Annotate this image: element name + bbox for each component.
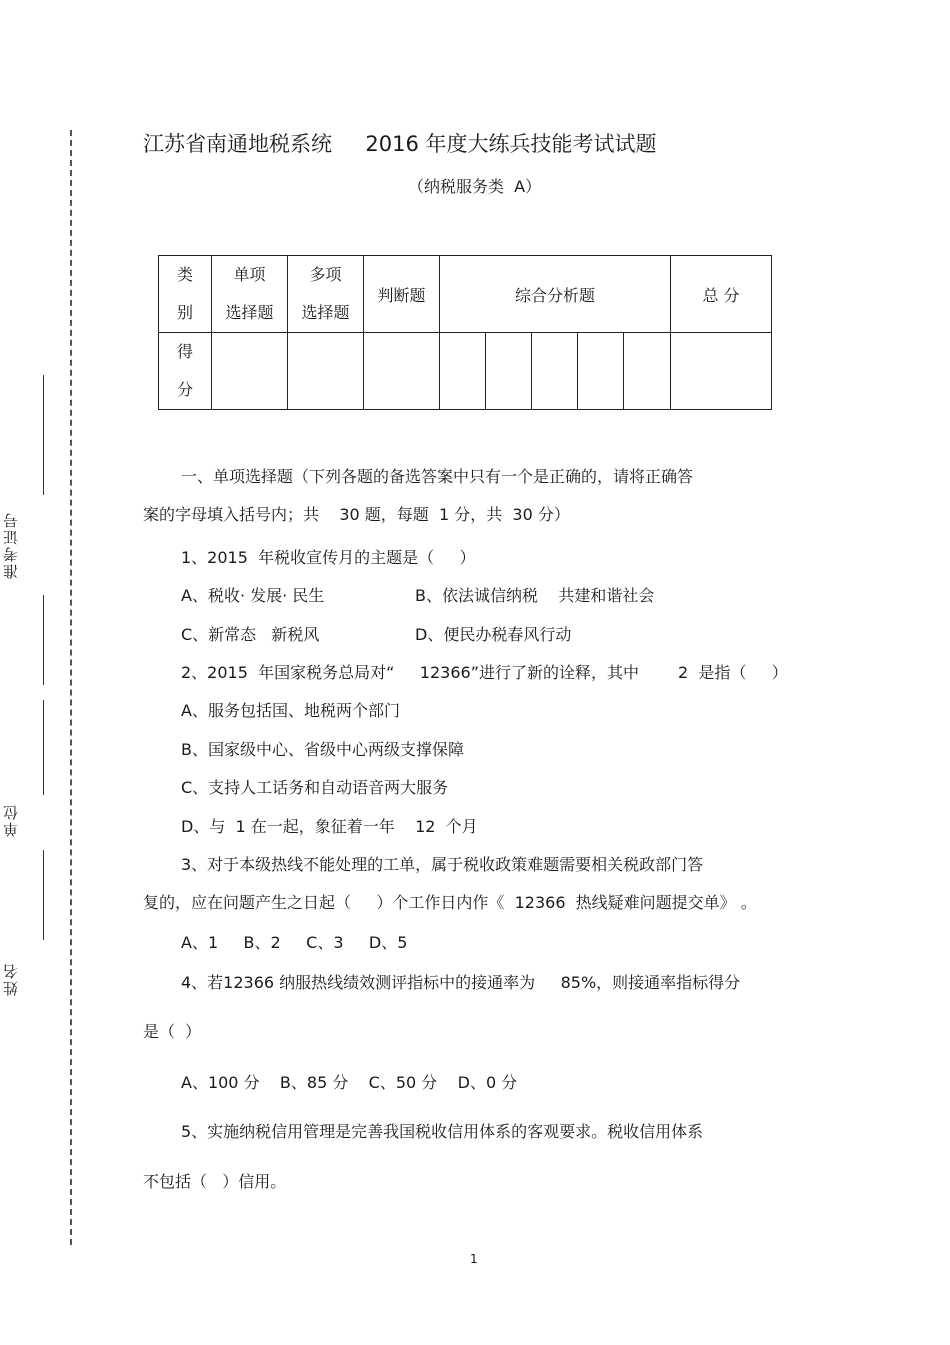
exam-id-label: 准考证号 (2, 511, 20, 579)
header-true-false: 判断题 (364, 256, 440, 333)
question-1-option-b: B、依法诚信纳税 共建和谐社会 (415, 586, 655, 605)
question-2-option-b: B、国家级中心、省级中心两级支撑保障 (181, 740, 464, 759)
score-cell-analysis-5[interactable] (624, 333, 671, 410)
section1-instruction-line1: 一、单项选择题（下列各题的备选答案中只有一个是正确的，请将正确答 (181, 467, 694, 486)
question-4-line2: 是（ ） (143, 1022, 202, 1041)
header-total: 总 分 (671, 256, 772, 333)
header-comprehensive-analysis: 综合分析题 (440, 256, 671, 333)
question-5-line2: 不包括（ ）信用。 (143, 1172, 287, 1191)
page-number: 1 (470, 1252, 478, 1266)
question-1-option-a: A、税收· 发展· 民生 (181, 586, 325, 605)
header-single-choice: 单项 选择题 (212, 256, 288, 333)
question-3-line1: 3、对于本级热线不能处理的工单，属于税收政策难题需要相关税政部门答 (181, 855, 704, 874)
question-4-line1: 4、若12366 纳服热线绩效测评指标中的接通率为 85%，则接通率指标得分 (181, 973, 741, 992)
question-1-option-d: D、便民办税春风行动 (415, 625, 572, 644)
exam-subtitle: （纳税服务类 A） (408, 177, 542, 196)
score-cell-analysis-3[interactable] (532, 333, 578, 410)
score-table-header-row (159, 256, 772, 333)
question-2-tail: 2 是指（ ） (678, 663, 788, 682)
score-label-cell: 得 分 (159, 333, 212, 410)
question-2-option-c: C、支持人工话务和自动语音两大服务 (181, 778, 449, 797)
binding-dashed-line (70, 130, 72, 1245)
score-cell-analysis-1[interactable] (440, 333, 486, 410)
question-5-line1: 5、实施纳税信用管理是完善我国税收信用体系的客观要求。税收信用体系 (181, 1122, 704, 1141)
question-3-line2: 复的，应在问题产生之日起（ ）个工作日内作《 12366 热线疑难问题提交单》 。 (143, 893, 757, 912)
question-4-options: A、100 分 B、85 分 C、50 分 D、0 分 (181, 1073, 518, 1092)
header-category: 类 别 (159, 256, 212, 333)
score-cell-analysis-4[interactable] (578, 333, 624, 410)
score-cell-total[interactable] (671, 333, 772, 410)
exam-id-underline (43, 375, 44, 495)
unit-underline-lower (43, 850, 44, 940)
header-multi-choice: 多项 选择题 (288, 256, 364, 333)
unit-underline (43, 700, 44, 795)
score-cell-multi[interactable] (288, 333, 364, 410)
question-1: 1、2015 年税收宣传月的主题是（ ） (181, 548, 476, 567)
score-cell-analysis-2[interactable] (486, 333, 532, 410)
question-2: 2、2015 年国家税务总局对“ 12366”进行了新的诠释，其中 (181, 663, 639, 682)
exam-title: 江苏省南通地税系统 2016 年度大练兵技能考试试题 (143, 132, 657, 156)
score-cell-judge[interactable] (364, 333, 440, 410)
question-2-option-d: D、与 1 在一起，象征着一年 12 个月 (181, 817, 478, 836)
exam-id-underline-lower (43, 595, 44, 685)
score-table (158, 255, 772, 410)
score-cell-single[interactable] (212, 333, 288, 410)
score-table-score-row (159, 333, 772, 410)
question-1-option-c: C、新常态 新税风 (181, 625, 320, 644)
unit-label: 单位 (2, 803, 20, 837)
section1-instruction-line2: 案的字母填入括号内；共 30 题，每题 1 分，共 30 分） (143, 505, 570, 524)
question-3-options: A、1 B、2 C、3 D、5 (181, 933, 408, 952)
name-label: 姓名 (2, 962, 20, 996)
question-2-option-a: A、服务包括国、地税两个部门 (181, 701, 400, 720)
